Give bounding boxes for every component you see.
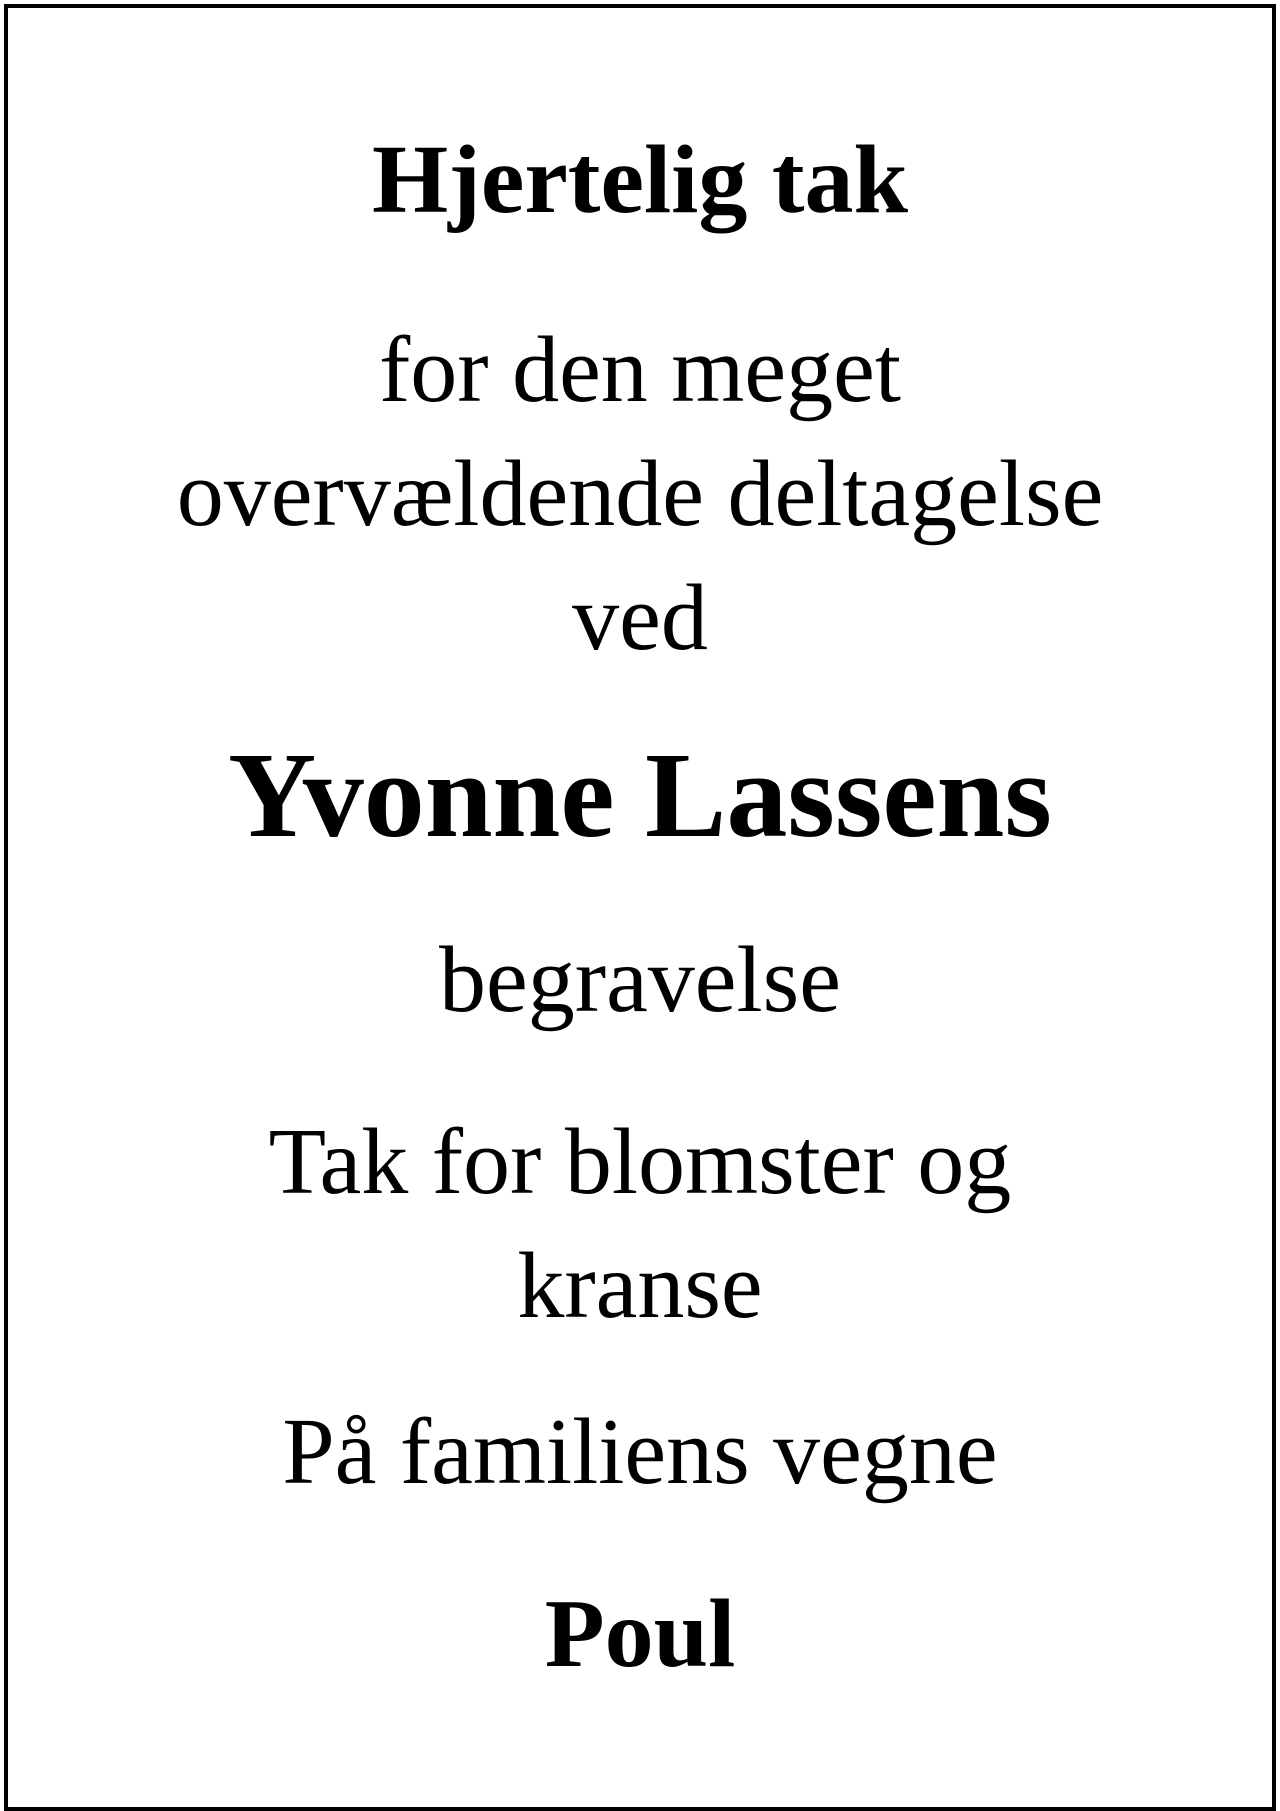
obituary-thanks-notice	[4, 4, 1276, 1811]
event-text: begravelse	[439, 928, 841, 1032]
intro-line-1: for den meget	[378, 318, 901, 422]
thanks-text	[8, 1100, 1272, 1348]
thanks-line-1: Tak for blomster og	[268, 1110, 1012, 1214]
intro-line-3: ved	[572, 566, 708, 670]
deceased-name: Yvonne Lassens	[228, 728, 1052, 863]
behalf-text: På familiens vegne	[282, 1400, 998, 1504]
intro-line-2: overvældende deltagelse	[176, 442, 1104, 546]
thanks-line-2: kranse	[517, 1234, 763, 1338]
notice-heading: Hjertelig tak	[371, 126, 909, 234]
intro-text	[8, 308, 1272, 680]
signature: Poul	[544, 1580, 736, 1688]
